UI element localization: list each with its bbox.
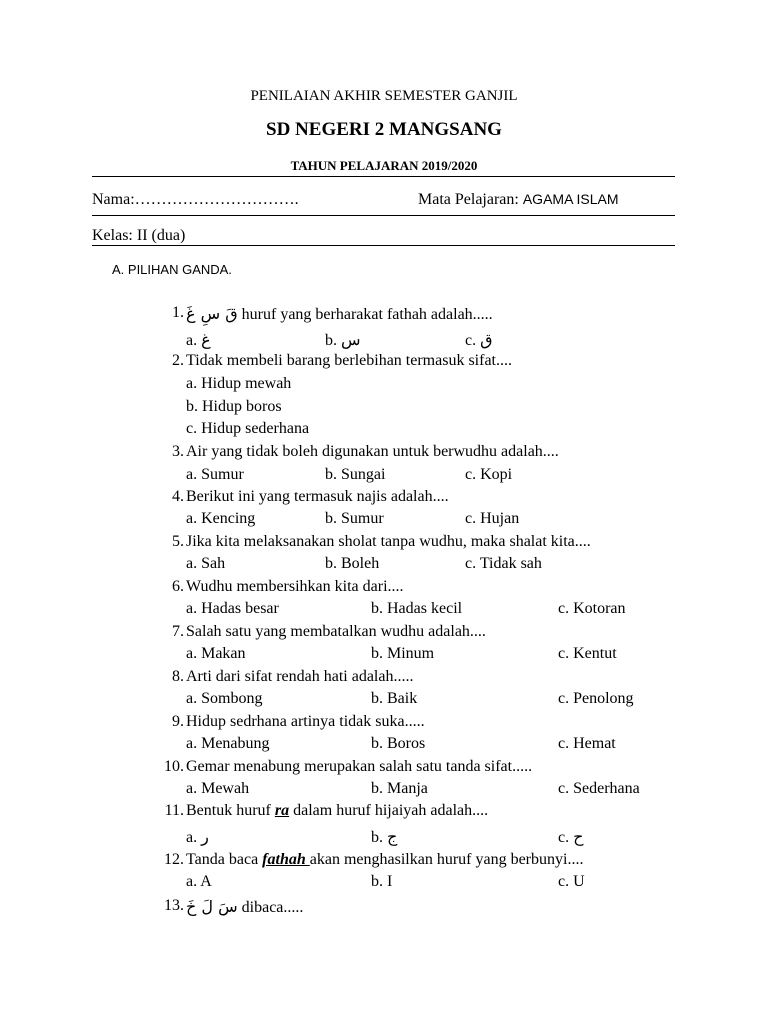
option-b: b. Sumur xyxy=(325,510,384,527)
exam-title: PENILAIAN AKHIR SEMESTER GANJIL xyxy=(250,88,518,104)
option-a: a. غ xyxy=(186,332,211,349)
class-field: Kelas: II (dua) xyxy=(92,227,186,244)
emphasized-term: fathah xyxy=(262,851,310,868)
question-number: 11. xyxy=(164,802,184,819)
question-number: 2. xyxy=(172,352,184,369)
option-c: c. Sederhana xyxy=(558,780,640,797)
option-b: b. Hidup boros xyxy=(186,398,282,415)
question-number: 9. xyxy=(172,713,184,730)
option-c: c. Penolong xyxy=(558,690,634,707)
question-10 xyxy=(0,758,768,778)
option-c: c. Kopi xyxy=(465,466,513,483)
question-2 xyxy=(0,352,768,372)
question-text: Air yang tidak boleh digunakan untuk berwudhu adalah.... xyxy=(186,443,559,460)
option-c: c. Kotoran xyxy=(558,600,626,617)
question-13 xyxy=(0,897,768,917)
option-b: b. Baik xyxy=(371,690,418,707)
option-b: b. Hadas kecil xyxy=(371,600,463,617)
question-1 xyxy=(0,304,768,324)
question-number: 1. xyxy=(172,304,184,321)
option-a: a. Mewah xyxy=(186,780,250,797)
fields-divider xyxy=(92,215,675,216)
subject-field xyxy=(418,191,619,209)
option-c: c. Tidak sah xyxy=(465,555,542,572)
option-c: c. Hemat xyxy=(558,735,616,752)
question-number: 10. xyxy=(164,758,184,775)
question-number: 7. xyxy=(172,623,184,640)
subject-value: AGAMA ISLAM xyxy=(522,191,619,207)
question-11 xyxy=(0,802,768,822)
option-b: b. Manja xyxy=(371,780,428,797)
question-text: Arti dari sifat rendah hati adalah..... xyxy=(186,668,414,685)
question-9 xyxy=(0,713,768,733)
option-c: c. ح xyxy=(558,829,584,846)
option-b: b. I xyxy=(371,873,393,890)
option-b: b. Boros xyxy=(371,735,426,752)
question-number: 5. xyxy=(172,533,184,550)
option-c: c. Hujan xyxy=(465,510,520,527)
school-name: SD NEGERI 2 MANGSANG xyxy=(266,119,502,140)
option-c: c. Hidup sederhana xyxy=(186,420,310,437)
question-text: قَ سِ غَ huruf yang berharakat fathah adalah..... xyxy=(186,304,493,323)
arabic-letters: قَ سِ غَ xyxy=(186,304,238,323)
question-text: Berikut ini yang termasuk najis adalah.... xyxy=(186,488,449,505)
question-6 xyxy=(0,578,768,598)
question-12 xyxy=(0,851,768,871)
school-year: TAHUN PELAJARAN 2019/2020 xyxy=(290,158,478,173)
question-text: Jika kita melaksanakan sholat tanpa wudhu, maka shalat kita.... xyxy=(186,533,591,550)
option-c: c. Kentut xyxy=(558,645,617,662)
option-c: c. U xyxy=(558,873,585,890)
option-b: b. س xyxy=(325,332,361,349)
question-5 xyxy=(0,533,768,553)
question-text: Wudhu membersihkan kita dari.... xyxy=(186,578,404,595)
question-text: Gemar menabung merupakan salah satu tanda sifat..... xyxy=(186,758,533,775)
question-text: Bentuk huruf ra dalam huruf hijaiyah adalah.... xyxy=(186,802,489,819)
question-8 xyxy=(0,668,768,688)
option-a: a. Menabung xyxy=(186,735,270,752)
option-a: a. A xyxy=(186,873,212,890)
question-text: سَ لَ خَ dibaca..... xyxy=(186,897,304,916)
option-a: a. Makan xyxy=(186,645,246,662)
question-text: Hidup sedrhana artinya tidak suka..... xyxy=(186,713,425,730)
emphasized-term: ra xyxy=(274,802,290,819)
option-a: a. Sumur xyxy=(186,466,244,483)
section-heading: A. PILIHAN GANDA. xyxy=(112,262,232,277)
question-number: 8. xyxy=(172,668,184,685)
option-a: a. Hidup mewah xyxy=(186,375,292,392)
header-divider xyxy=(92,176,675,177)
name-field: Nama:…………………………. xyxy=(92,191,299,208)
option-b: b. Minum xyxy=(371,645,435,662)
option-b: b. Boleh xyxy=(325,555,380,572)
subject-label: Mata Pelajaran: xyxy=(418,191,519,208)
class-divider xyxy=(92,245,675,246)
question-text: Tidak membeli barang berlebihan termasuk sifat.... xyxy=(186,352,512,369)
option-a: a. ر xyxy=(186,829,209,846)
arabic-letters: سَ لَ خَ xyxy=(186,897,238,916)
question-number: 13. xyxy=(164,897,184,914)
question-number: 3. xyxy=(172,443,184,460)
option-a: a. Sah xyxy=(186,555,226,572)
question-4 xyxy=(0,488,768,508)
question-7 xyxy=(0,623,768,643)
option-c: c. ق xyxy=(465,332,493,349)
question-number: 12. xyxy=(164,851,184,868)
option-b: b. ج xyxy=(371,829,398,846)
question-number: 4. xyxy=(172,488,184,505)
option-a: a. Kencing xyxy=(186,510,256,527)
question-text: Salah satu yang membatalkan wudhu adalah.... xyxy=(186,623,486,640)
option-b: b. Sungai xyxy=(325,466,386,483)
option-a: a. Sombong xyxy=(186,690,263,707)
option-a: a. Hadas besar xyxy=(186,600,279,617)
question-3 xyxy=(0,443,768,463)
question-number: 6. xyxy=(172,578,184,595)
question-text: Tanda baca fathah akan menghasilkan huruf yang berbunyi.... xyxy=(186,851,584,868)
